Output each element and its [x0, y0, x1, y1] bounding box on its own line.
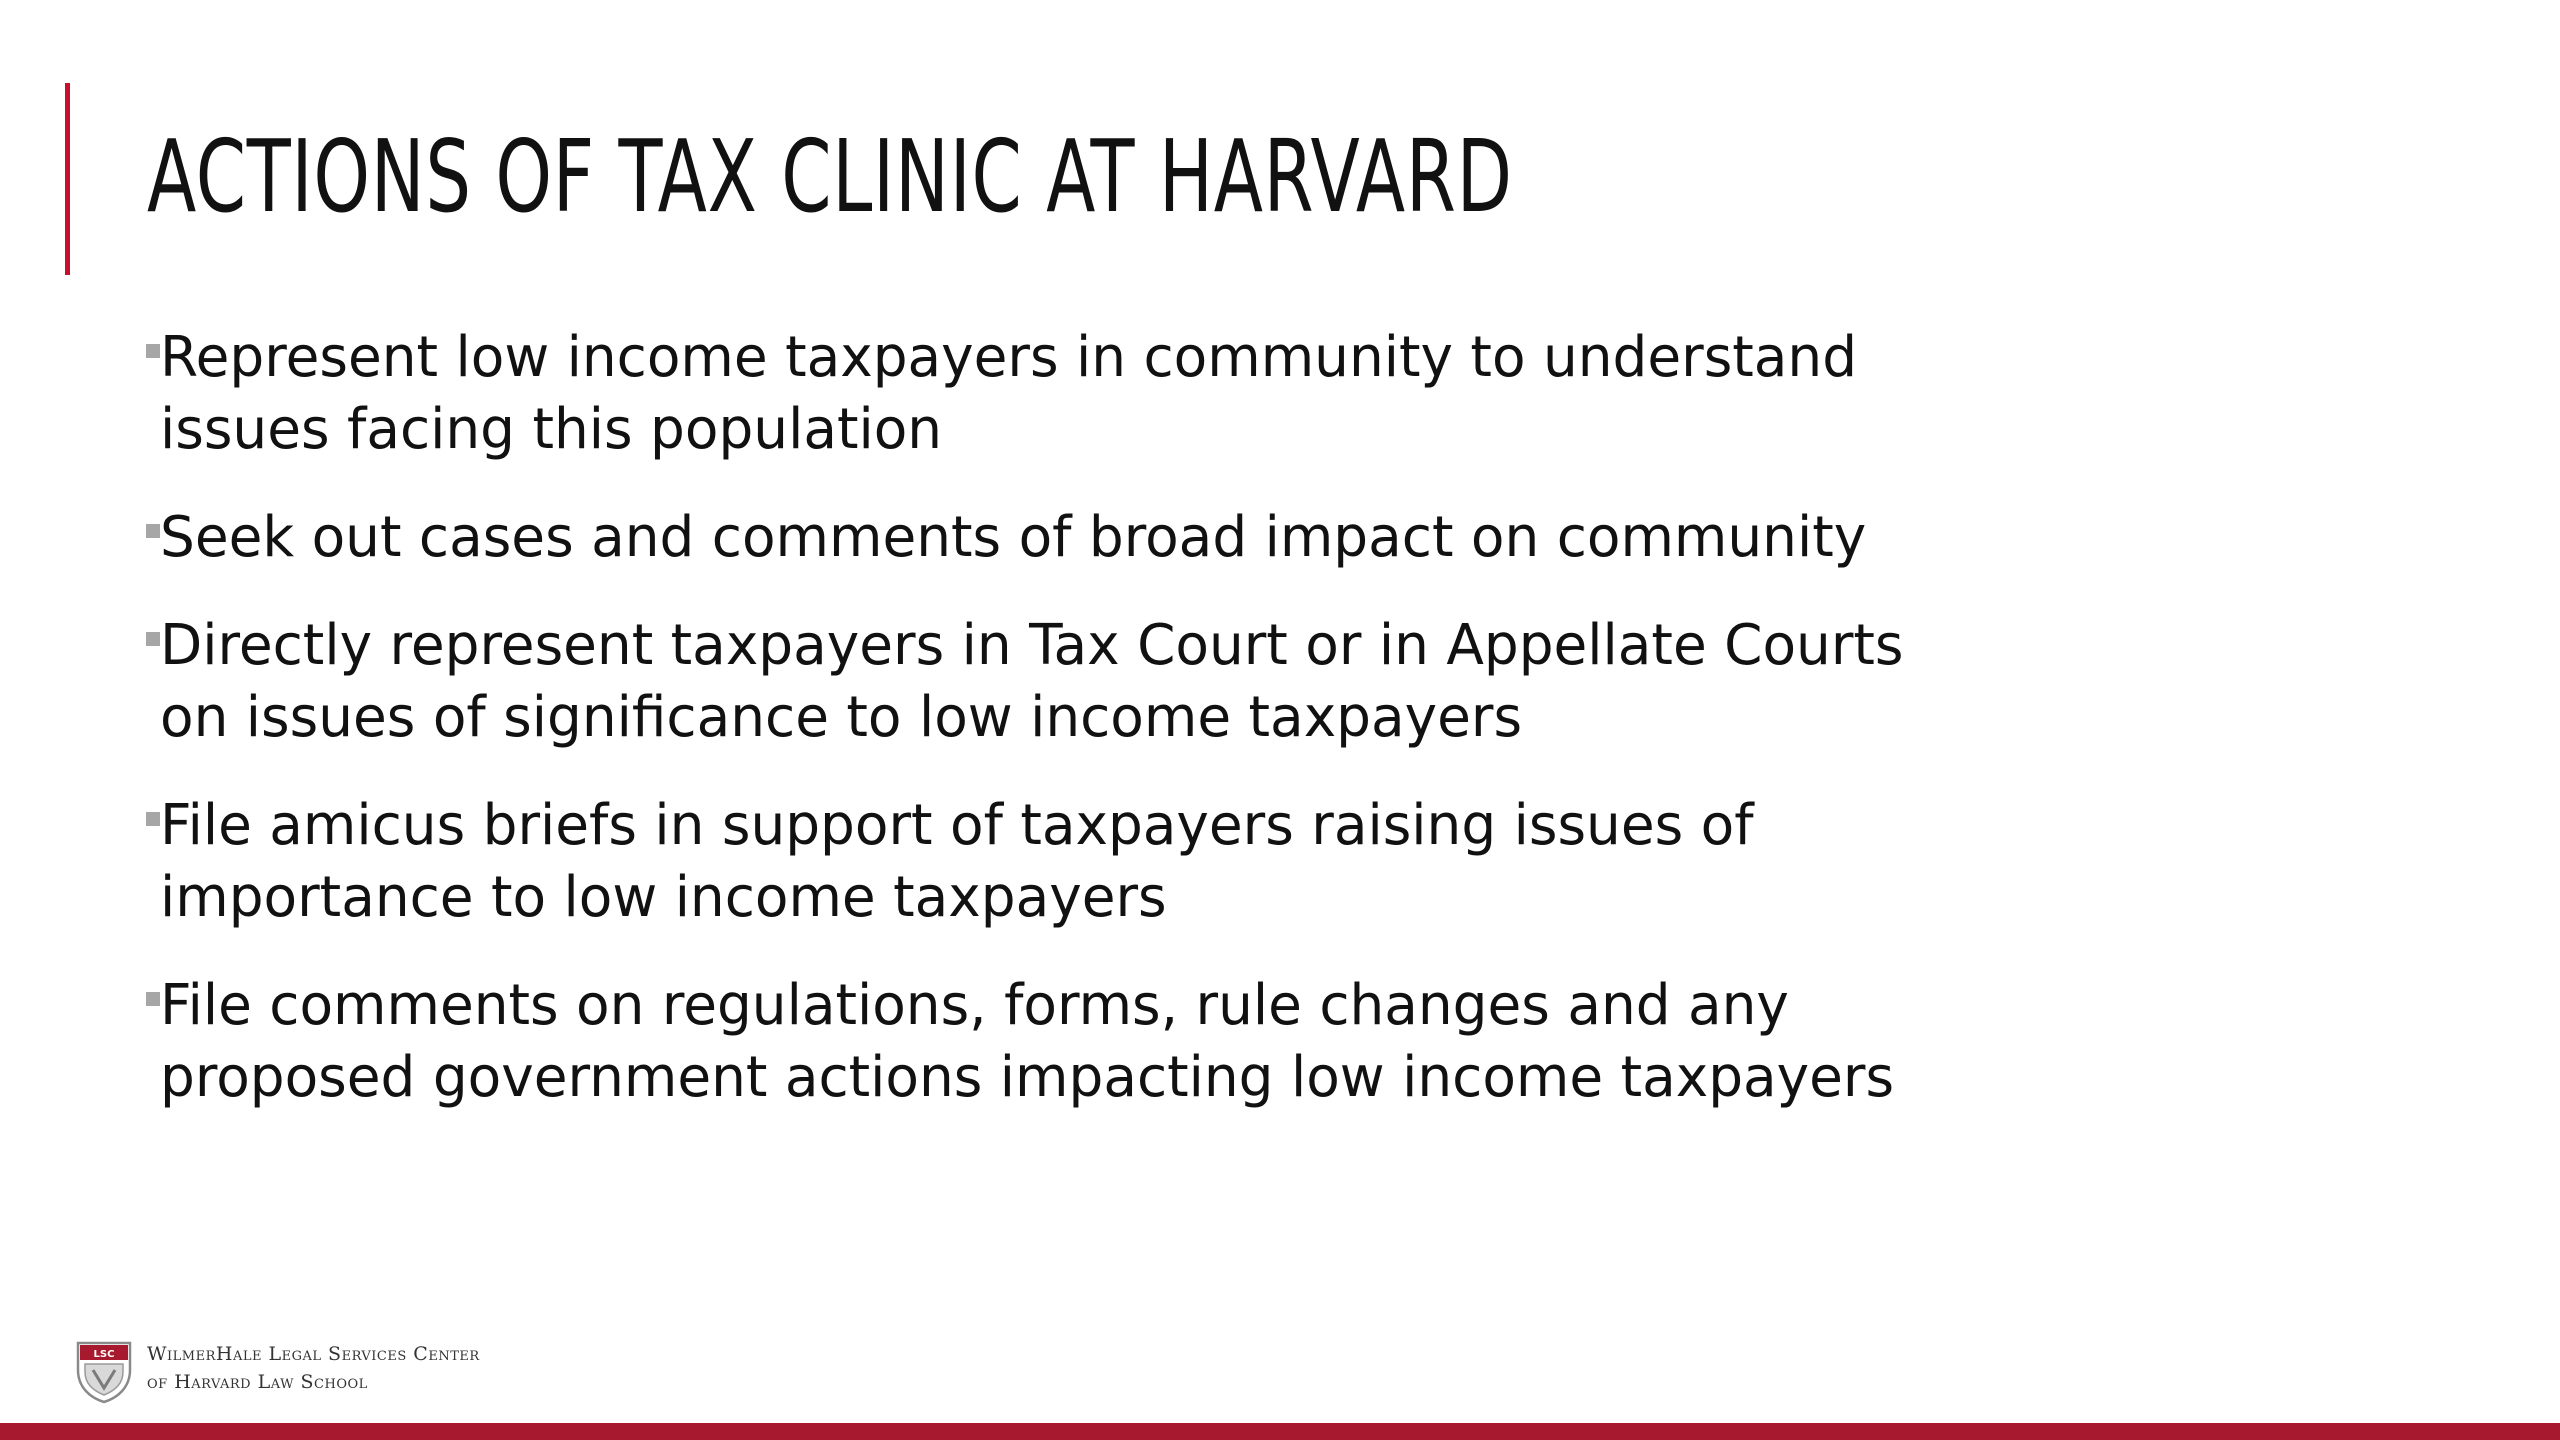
- title-accent-bar: [65, 83, 70, 275]
- square-bullet-icon: [146, 344, 160, 358]
- square-bullet-icon: [146, 812, 160, 826]
- square-bullet-icon: [146, 992, 160, 1006]
- bullet-item: [146, 790, 2006, 934]
- logo-badge-text: LSC: [93, 1349, 115, 1360]
- bullet-text: File amicus briefs in support of taxpayers raising issues of importance to low income taxpayers: [160, 793, 1754, 930]
- bullet-item: [146, 970, 2006, 1114]
- logo-line-2: of Harvard Law School: [147, 1371, 368, 1393]
- slide-title: ACTIONS OF TAX CLINIC AT HARVARD: [147, 118, 1513, 235]
- bullet-item: [146, 502, 2006, 574]
- square-bullet-icon: [146, 632, 160, 646]
- bullet-list: [146, 322, 2006, 1150]
- bullet-item: [146, 610, 2006, 754]
- bullet-text: Seek out cases and comments of broad impact on community: [160, 505, 1867, 570]
- footer-logo: [75, 1340, 545, 1405]
- lsc-shield-icon: [75, 1340, 133, 1404]
- bottom-accent-bar: [0, 1423, 2560, 1440]
- bullet-item: [146, 322, 2006, 466]
- bullet-text: Represent low income taxpayers in community to understand issues facing this population: [160, 325, 1858, 462]
- logo-line-1: WilmerHale Legal Services Center: [147, 1343, 480, 1365]
- bullet-text: File comments on regulations, forms, rule changes and any proposed government actions impacting low income taxpayers: [160, 973, 1895, 1110]
- bullet-text: Directly represent taxpayers in Tax Court or in Appellate Courts on issues of significance to low income taxpayers: [160, 613, 1904, 750]
- square-bullet-icon: [146, 524, 160, 538]
